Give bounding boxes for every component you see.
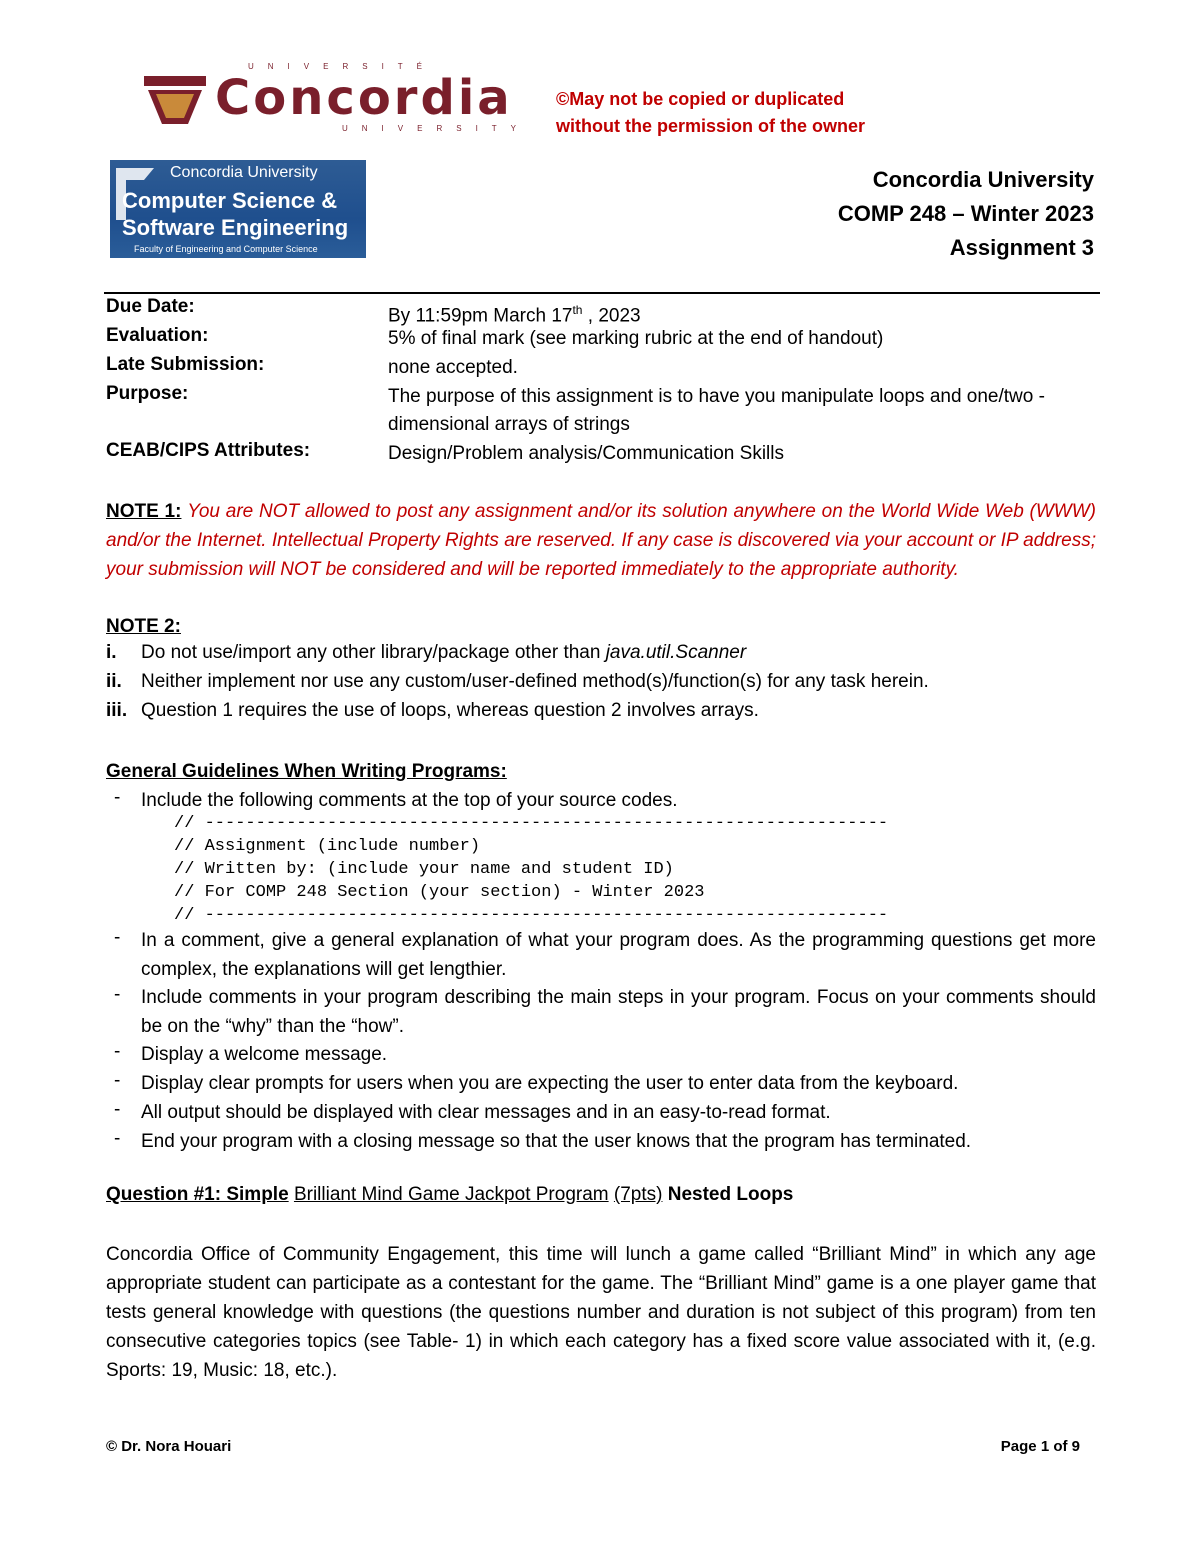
due-date-label: Due Date: (106, 296, 195, 317)
guidelines-title: General Guidelines When Writing Programs: (106, 761, 507, 782)
purpose-label: Purpose: (106, 383, 189, 404)
header-divider (104, 292, 1100, 294)
footer-author: © Dr. Nora Houari (106, 1438, 232, 1455)
logo-wordmark: Concordia (215, 70, 513, 126)
header-assignment: Assignment 3 (949, 235, 1094, 260)
bullet-dash: - (114, 787, 121, 808)
header-university: Concordia University (872, 167, 1094, 192)
question1-heading: Question #1: Simple Brilliant Mind Game Jackpot Program (7pts) Nested Loops (106, 1184, 794, 1205)
ceab-value: Design/Problem analysis/Communication Skills (388, 443, 784, 464)
guideline-item-5: All output should be displayed with clear messages and in an easy-to-read format. (141, 1102, 831, 1123)
guideline-item-3: Display a welcome message. (141, 1044, 388, 1065)
code-line-1: // ------------------------------------------------------------------- (174, 814, 889, 833)
evaluation-label: Evaluation: (106, 325, 209, 346)
code-line-3: // Written by: (include your name and student ID) (174, 860, 674, 879)
header-course: COMP 248 – Winter 2023 (837, 201, 1094, 226)
note2-title: NOTE 2: (106, 616, 181, 637)
code-line-2: // Assignment (include number) (174, 837, 481, 856)
late-label: Late Submission: (106, 354, 265, 375)
due-date-value: By 11:59pm March 17th , 2023 (388, 303, 641, 327)
guideline-item-6: End your program with a closing message so that the user knows that the program has terminated. (141, 1131, 972, 1152)
bullet-dash: - (114, 927, 121, 948)
bullet-dash: - (114, 1070, 121, 1091)
concordia-shield-icon (140, 72, 210, 132)
late-value: none accepted. (388, 357, 518, 378)
copyright-notice: ©May not be copied or duplicated without the permission of the owner (556, 89, 866, 136)
bullet-dash: - (114, 984, 121, 1005)
guideline-item-2: Include comments in your program describing the main steps in your program. Focus on your comments should be on the “why” than the “how”. (141, 987, 1096, 1037)
bullet-dash: - (114, 1041, 121, 1062)
code-line-4: // For COMP 248 Section (your section) - Winter 2023 (174, 883, 705, 902)
logo-top-text: UNIVERSITÉ (248, 62, 437, 71)
note2-item-1: Do not use/import any other library/package other than java.util.Scanner (141, 642, 747, 663)
guideline-item-1: In a comment, give a general explanation of what your program does. As the programming questions get more complex, the explanations will get lengthier. (141, 930, 1096, 980)
guideline-item-0: Include the following comments at the top of your source codes. (141, 790, 678, 811)
evaluation-value: 5% of final mark (see marking rubric at the end of handout) (388, 328, 884, 349)
note2-num-2: ii. (106, 671, 122, 692)
bullet-dash: - (114, 1099, 121, 1120)
note2-num-1: i. (106, 642, 117, 663)
ceab-label: CEAB/CIPS Attributes: (106, 440, 311, 461)
csse-logo: Concordia University Computer Science & Software Engineering Faculty of Engineering and Computer Science (110, 160, 366, 258)
purpose-value: The purpose of this assignment is to have you manipulate loops and one/two -dimensional arrays of strings (388, 386, 1045, 435)
concordia-logo (140, 62, 531, 138)
note2-num-3: iii. (106, 700, 128, 721)
footer-page: Page 1 of 9 (1000, 1438, 1080, 1455)
code-line-5: // ------------------------------------------------------------------- (174, 906, 889, 925)
bullet-dash: - (114, 1128, 121, 1149)
logo-bottom-text: UNIVERSITY (342, 124, 531, 133)
note1: NOTE 1: You are NOT allowed to post any assignment and/or its solution anywhere on the World Wide Web (WWW) and/or the Internet. Intellectual Property Rights are reserved. If any case is discovered via your account or IP address; your submission will NOT be considered and will be reported immediately to the appropriate authority. (106, 501, 1096, 580)
question1-paragraph: Concordia Office of Community Engagement, this time will lunch a game called “Brilliant Mind” in which any age appropriate student can participate as a contestant for the game. The “Brilliant Mind” game is a one player game that tests general knowledge with questions (the questions number and duration is not subject of this program) from ten consecutive categories topics (see Table- 1) in which each category has a fixed score value associated with it, (e.g. Sports: 19, Music: 18, etc.). (106, 1244, 1096, 1381)
note2-item-3: Question 1 requires the use of loops, whereas question 2 involves arrays. (141, 700, 759, 721)
guideline-item-4: Display clear prompts for users when you are expecting the user to enter data from the keyboard. (141, 1073, 959, 1094)
note2-item-2: Neither implement nor use any custom/user-defined method(s)/function(s) for any task herein. (141, 671, 929, 692)
